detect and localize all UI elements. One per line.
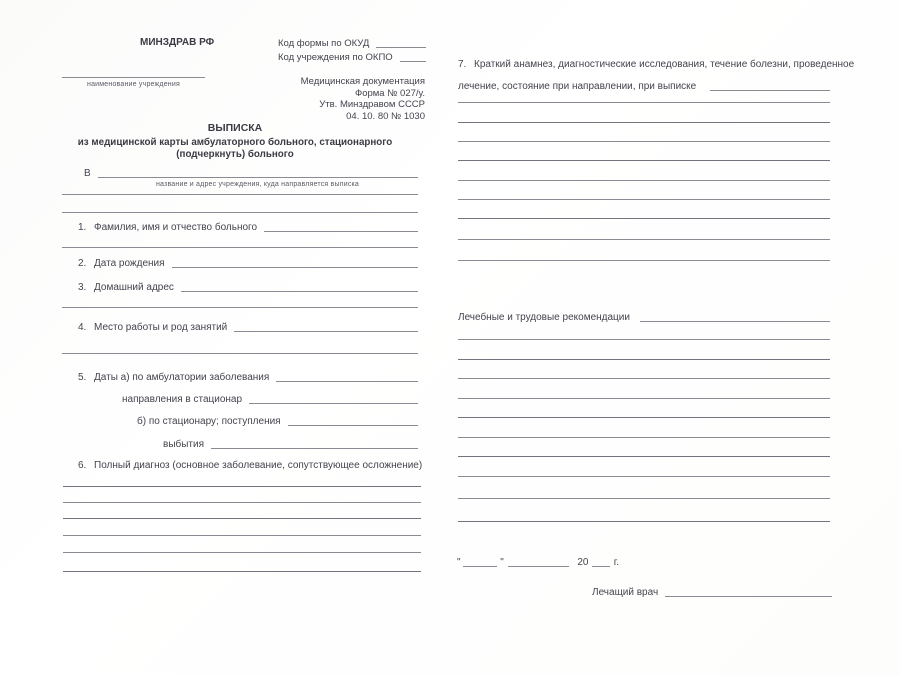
blank-line (458, 239, 830, 240)
okud-label: Код формы по ОКУД (278, 38, 370, 49)
blank-line (458, 339, 830, 340)
recommendations-label: Лечебные и трудовые рекомендации (458, 312, 630, 323)
okpo-label: Код учреждения по ОКПО (278, 52, 393, 63)
close-quote: " (500, 557, 504, 568)
field-anamnesis-line1 (458, 58, 855, 71)
blank-line (458, 398, 830, 399)
blank-line (458, 122, 830, 123)
item5a-label: направления в стационар (122, 394, 243, 405)
blank-line (458, 359, 830, 360)
hospital-admission-write-line (288, 423, 418, 426)
year-prefix: 20 (577, 557, 589, 568)
blank-line (458, 160, 830, 161)
okud-write-line (376, 45, 426, 48)
item4-number: 4. (78, 322, 87, 333)
blank-line (62, 194, 418, 195)
blank-line (458, 498, 830, 499)
full-name-write-line (264, 229, 418, 232)
blank-line (458, 199, 830, 200)
item5c-label: выбытия (163, 439, 204, 450)
destination-field (84, 167, 418, 180)
item5-label: Даты а) по амбулатории заболевания (94, 372, 270, 383)
form-subtitle-2: (подчеркнуть) больного (176, 149, 294, 160)
item5-number: 5. (78, 372, 87, 383)
institution-write-line (62, 77, 205, 78)
destination-caption: название и адрес учреждения, куда направляется выписка (155, 181, 360, 188)
blank-line (63, 552, 421, 553)
date-month-write-line (508, 564, 570, 567)
blank-line (62, 212, 418, 213)
blank-line (63, 571, 421, 572)
okud-code-field (278, 37, 426, 50)
blank-line (458, 378, 830, 379)
blank-line (62, 247, 418, 248)
open-quote: " (457, 557, 461, 568)
item1-label: Фамилия, имя и отчество больного (94, 222, 258, 233)
hospital-referral-write-line (249, 401, 418, 404)
field-recommendations (458, 311, 830, 324)
date-day-write-line (463, 564, 498, 567)
home-address-write-line (181, 289, 418, 292)
doc-block-line4: 04. 10. 80 № 1030 (346, 110, 425, 122)
blank-line (62, 353, 418, 354)
field-full-diagnosis (78, 459, 423, 472)
date-year-write-line (592, 564, 609, 567)
item2-label: Дата рождения (94, 258, 165, 269)
outpatient-dates-write-line (276, 379, 418, 382)
blank-line (458, 456, 830, 457)
blank-line (458, 476, 830, 477)
blank-line (458, 260, 830, 261)
item6-label: Полный диагноз (основное заболевание, сопутствующее осложнение) (94, 460, 423, 471)
item3-label: Домашний адрес (94, 282, 174, 293)
date-field (457, 556, 619, 569)
doctor-write-line (665, 594, 832, 597)
destination-prefix: В (84, 168, 91, 179)
blank-line (62, 307, 418, 308)
ministry-label: МИНЗДРАВ РФ (140, 37, 215, 48)
doc-block-line2: Форма № 027/у. (354, 87, 425, 99)
doc-block (285, 76, 425, 122)
doctor-label: Лечащий врач (592, 587, 659, 598)
institution-caption: наименование учреждения (87, 81, 180, 88)
discharge-date-write-line (211, 446, 418, 449)
item6-number: 6. (78, 460, 87, 471)
blank-line (63, 518, 421, 519)
item3-number: 3. (78, 282, 87, 293)
destination-write-line (98, 175, 418, 178)
blank-line (458, 180, 830, 181)
item5b-label: б) по стационару; поступления (137, 416, 281, 427)
field-home-address (78, 281, 418, 294)
item7-label-line1: Краткий анамнез, диагностические исследования, течение болезни, проведенное (474, 59, 855, 70)
blank-line (63, 535, 421, 536)
blank-line (458, 141, 830, 142)
blank-line (458, 102, 830, 103)
workplace-write-line (234, 329, 418, 332)
blank-line (458, 521, 830, 522)
field-hospital-referral (122, 393, 418, 406)
blank-line (458, 218, 830, 219)
item7-label-line2: лечение, состояние при направлении, при выписке (458, 81, 697, 92)
item2-number: 2. (78, 258, 87, 269)
blank-line (63, 486, 421, 487)
doc-block-line3: Утв. Минздравом СССР (319, 99, 425, 110)
okpo-code-field (278, 51, 426, 64)
blank-line (63, 502, 421, 503)
field-outpatient-dates (78, 371, 418, 384)
year-suffix: г. (613, 557, 619, 568)
field-discharge-date (163, 438, 418, 451)
item4-label: Место работы и род занятий (94, 322, 228, 333)
item7-number: 7. (458, 59, 467, 70)
okpo-write-line (400, 59, 426, 62)
field-hospital-admission (137, 415, 418, 428)
form-subtitle-1: из медицинской карты амбулаторного больного, стационарного (77, 137, 393, 148)
field-workplace (78, 321, 418, 334)
doc-block-line1: Медицинская документация (300, 76, 425, 87)
blank-line (458, 437, 830, 438)
birth-date-write-line (172, 265, 418, 268)
doctor-field (592, 586, 832, 599)
anamnesis-write-line (710, 88, 830, 91)
item1-number: 1. (78, 222, 87, 233)
recommendations-write-line (640, 319, 830, 322)
blank-line (458, 417, 830, 418)
field-birth-date (78, 257, 418, 270)
field-anamnesis-line2 (458, 80, 830, 93)
field-full-name (78, 221, 418, 234)
form-title: ВЫПИСКА (207, 122, 263, 134)
